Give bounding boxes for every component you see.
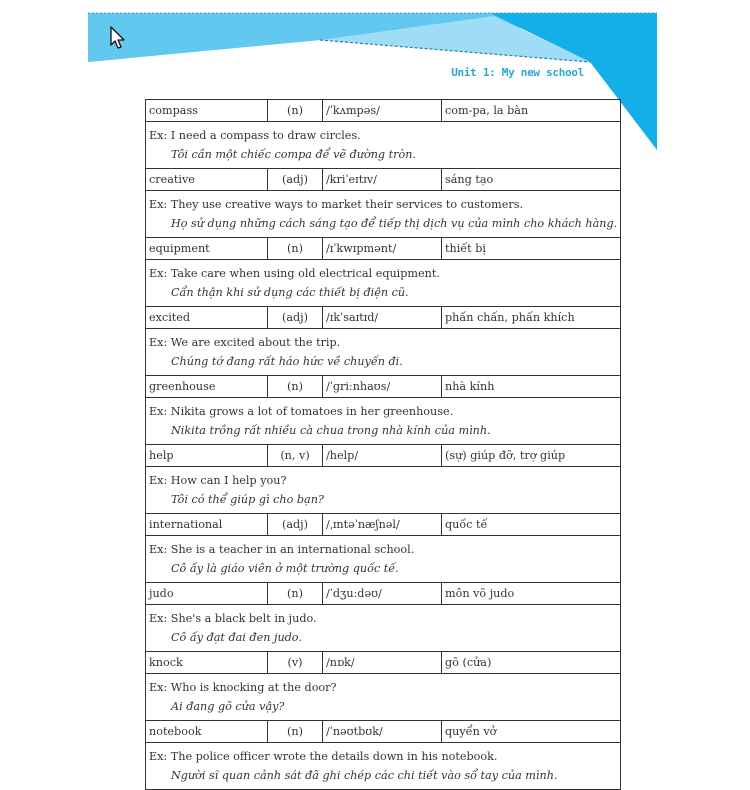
example-cell [146,605,621,652]
pronunciation: /ɪkˈsaɪtɪd/ [323,307,442,329]
vietnamese-meaning: gõ (cửa) [442,652,621,674]
vietnamese-meaning: quốc tế [442,514,621,536]
example-english: Ex: Nikita grows a lot of tomatoes in her greenhouse. [149,405,454,418]
pronunciation: /nɒk/ [323,652,442,674]
pronunciation: /ɪˈkwɪpmənt/ [323,238,442,260]
pronunciation: /help/ [323,445,442,467]
vocab-example-row [146,674,621,721]
example-english: Ex: Take care when using old electrical equipment. [149,267,440,280]
example-cell [146,329,621,376]
example-english: Ex: She's a black belt in judo. [149,612,317,625]
example-vietnamese: Cẩn thận khi sử dụng các thiết bị điện cũ. [171,286,409,299]
vocab-example-row [146,329,621,376]
example-cell [146,260,621,307]
vocab-word-row [146,652,621,674]
vocab-word: international [146,514,268,536]
part-of-speech: (n) [268,583,323,605]
pronunciation: /ˈɡriːnhaʊs/ [323,376,442,398]
vocab-word: notebook [146,721,268,743]
vietnamese-meaning: môn võ judo [442,583,621,605]
part-of-speech: (n) [268,238,323,260]
vietnamese-meaning: sáng tạo [442,169,621,191]
vietnamese-meaning: com-pa, la bàn [442,100,621,122]
vocabulary-table [145,99,621,790]
part-of-speech: (adj) [268,169,323,191]
pronunciation: /ˈnəʊtbʊk/ [323,721,442,743]
example-vietnamese: Cô ấy là giáo viên ở một trường quốc tế. [171,562,399,575]
vocab-word: help [146,445,268,467]
pronunciation: /ˈkʌmpəs/ [323,100,442,122]
example-cell [146,467,621,514]
vocab-example-row [146,260,621,307]
part-of-speech: (adj) [268,514,323,536]
example-cell [146,191,621,238]
vocab-word-row [146,100,621,122]
example-vietnamese: Chúng tớ đang rất háo hức về chuyến đi. [171,355,403,368]
example-english: Ex: The police officer wrote the details down in his notebook. [149,750,498,763]
part-of-speech: (n) [268,100,323,122]
unit-title: Unit 1: My new school [451,66,584,79]
example-cell [146,674,621,721]
vocab-example-row [146,191,621,238]
example-english: Ex: I need a compass to draw circles. [149,129,361,142]
vocab-word-row [146,307,621,329]
mouse-pointer-icon [110,26,126,50]
part-of-speech: (adj) [268,307,323,329]
part-of-speech: (n, v) [268,445,323,467]
vocab-word-row [146,376,621,398]
part-of-speech: (v) [268,652,323,674]
example-vietnamese: Họ sử dụng những cách sáng tạo để tiếp thị dịch vụ của mình cho khách hàng. [171,217,618,230]
example-vietnamese: Ai đang gõ cửa vậy? [171,700,285,713]
vocab-example-row [146,398,621,445]
vietnamese-meaning: nhà kính [442,376,621,398]
example-vietnamese: Người sĩ quan cảnh sát đã ghi chép các chi tiết vào sổ tay của mình. [171,769,558,782]
vocab-word: greenhouse [146,376,268,398]
example-cell [146,398,621,445]
vocab-example-row [146,605,621,652]
example-cell [146,122,621,169]
vietnamese-meaning: quyển vở [442,721,621,743]
example-vietnamese: Tôi có thể giúp gì cho bạn? [171,493,324,506]
vocab-example-row [146,536,621,583]
vocab-word-row [146,514,621,536]
vocab-example-row [146,122,621,169]
pronunciation: /ˈdʒuːdəʊ/ [323,583,442,605]
pronunciation: /kriˈeɪtɪv/ [323,169,442,191]
vocab-word-row [146,169,621,191]
example-english: Ex: How can I help you? [149,474,287,487]
vietnamese-meaning: phấn chấn, phấn khích [442,307,621,329]
example-vietnamese: Nikita trồng rất nhiều cà chua trong nhà kính của mình. [171,424,491,437]
part-of-speech: (n) [268,721,323,743]
vocab-word-row [146,721,621,743]
vocab-word-row [146,583,621,605]
vocab-word: compass [146,100,268,122]
vietnamese-meaning: thiết bị [442,238,621,260]
vocab-word: creative [146,169,268,191]
part-of-speech: (n) [268,376,323,398]
example-english: Ex: They use creative ways to market their services to customers. [149,198,523,211]
example-english: Ex: Who is knocking at the door? [149,681,337,694]
example-vietnamese: Tôi cần một chiếc compa để vẽ đường tròn. [171,148,416,161]
vocab-word: excited [146,307,268,329]
vocab-word-row [146,238,621,260]
example-english: Ex: She is a teacher in an international school. [149,543,415,556]
example-vietnamese: Cô ấy đạt đai đen judo. [171,631,302,644]
vocab-word: equipment [146,238,268,260]
vocab-word: knock [146,652,268,674]
vietnamese-meaning: (sự) giúp đỡ, trợ giúp [442,445,621,467]
example-cell [146,536,621,583]
vocab-word-row [146,445,621,467]
vocab-example-row [146,467,621,514]
pronunciation: /ˌɪntəˈnæʃnəl/ [323,514,442,536]
example-english: Ex: We are excited about the trip. [149,336,341,349]
vocab-word: judo [146,583,268,605]
